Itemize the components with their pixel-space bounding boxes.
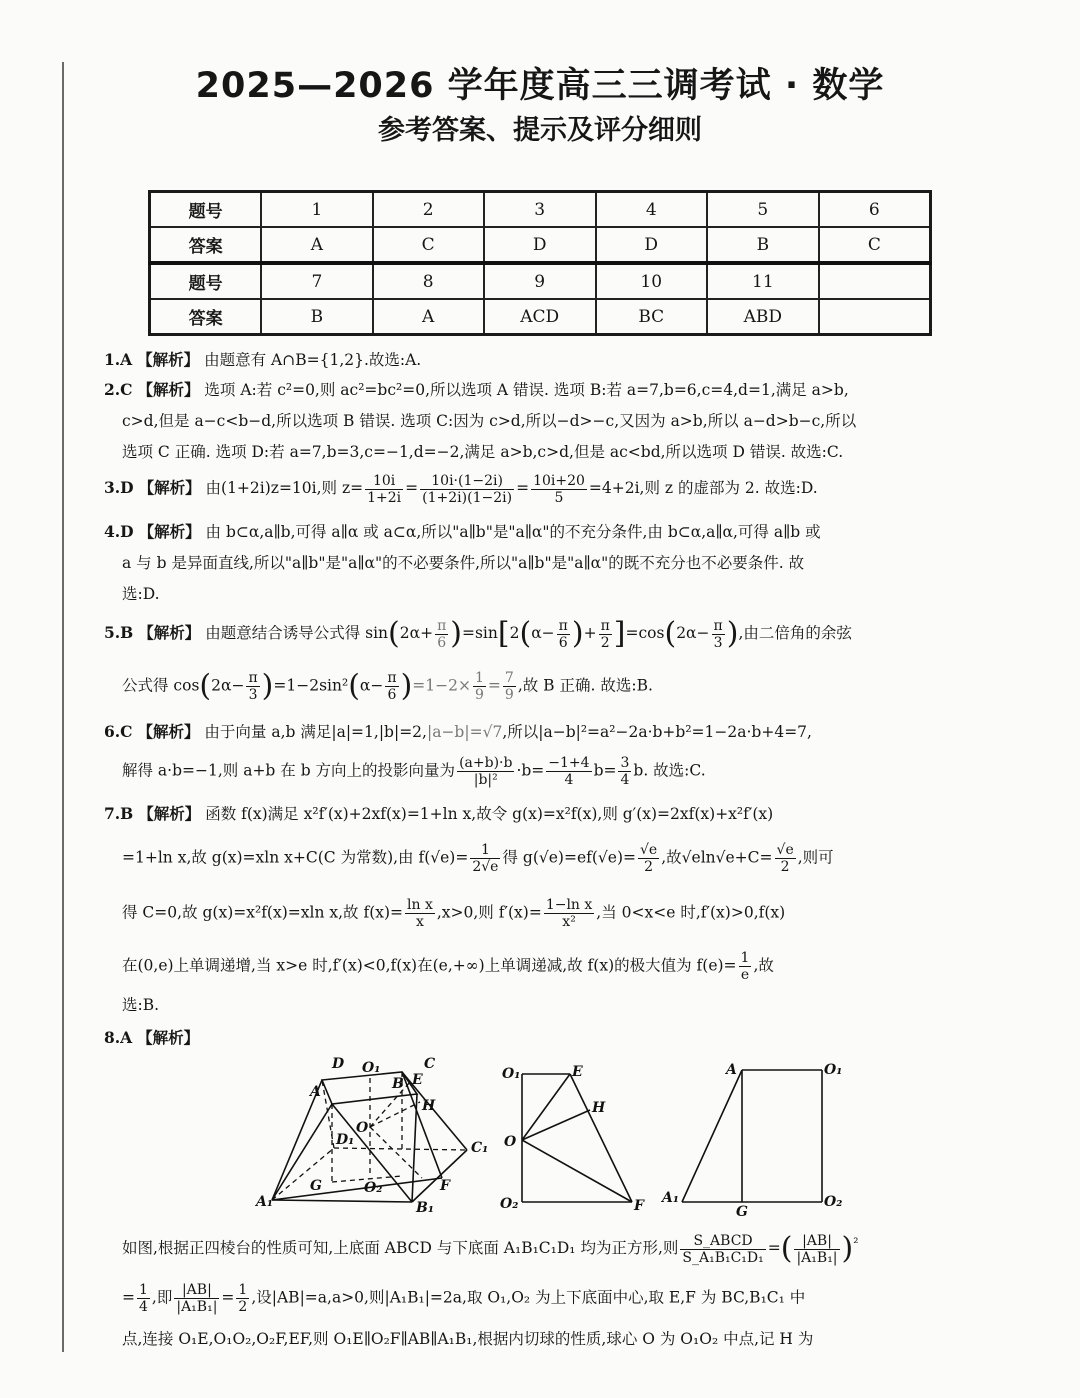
table-cell: 10 [596, 263, 707, 299]
solution-number: 7.B [104, 804, 134, 823]
solution-8-line-1: 如图,根据正四棱台的性质可知,上底面 ABCD 与下底面 A₁B₁C₁D₁ 均为正方形,则 $\frac{\text{S\_ABCD}}{\text{S\_A₁B₁C₁D₁}}$ =( $\frac{|AB|}{\text{|A₁B₁|}}$ )$^{^2}$ [122, 1231, 859, 1267]
trapezoid-figure [658, 1058, 858, 1222]
solution-text: 选项 A:若 c²=0,则 ac²=bc²=0,所以选项 A 错误. 选项 B:若 a=7,b=6,c=4,d=1,满足 a>b, [204, 381, 849, 399]
answer-table [148, 190, 932, 336]
svg-text:G: G [736, 1204, 748, 1218]
analysis-tag: 【解析】 [137, 1029, 200, 1047]
svg-text:D: D [332, 1056, 345, 1072]
analysis-tag: 【解析】 [137, 381, 200, 399]
svg-text:C₁: C₁ [471, 1140, 489, 1156]
solution-text: 公式得 cos [122, 676, 200, 695]
solution-5-line-2: 公式得 cos(2α− $\frac{\pi}{3}$ )=1−2sin²(α− $\frac{\pi}{6}$ )=1−2× $\frac{1}{9}$ = $\frac{7}{9}$ ,故 B 正确. 故选:B. [122, 668, 653, 704]
solution-6-line-2: 解得 a·b=−1,则 a+b 在 b 方向上的投影向量为 $\frac{(a+b)\cdot b}{\text{|b|²}}$ ·b= $\frac{-1+4}{4}$ b= $\frac{3}{4}$ b. 故选:C. [122, 755, 706, 788]
solution-text: 由于向量 a,b 满足|a|=1,|b|=2, [204, 723, 427, 741]
fraction: $\frac{|AB|}{\text{|A₁B₁|}}$ [176, 1282, 218, 1315]
solution-number: 8.A [104, 1028, 133, 1047]
solution-7-line-4: 在(0,e)上单调递增,当 x>e 时,f′(x)<0,f(x)在(e,+∞)上单调递减,故 f(x)的极大值为 f(e)= $\frac{1}{e}$ ,故 [122, 950, 774, 983]
svg-text:E: E [412, 1072, 423, 1088]
analysis-tag: 【解析】 [137, 723, 200, 741]
table-row [150, 263, 931, 299]
solution-number: 3.D [104, 478, 134, 497]
svg-text:O₂: O₂ [364, 1180, 383, 1196]
fraction: $\frac{1}{4}$ [139, 1282, 148, 1315]
table-cell: 5 [707, 192, 819, 228]
svg-text:C: C [424, 1056, 436, 1072]
svg-text:B: B [392, 1076, 404, 1092]
svg-text:G: G [310, 1178, 322, 1194]
solution-text: a 与 b 是异面直线,所以"a∥b"是"a∥α"的不必要条件,所以"a∥b"是"a∥α"的既不充分也不必要条件. 故 [122, 554, 805, 572]
table-row [150, 299, 931, 335]
cross-section-figure [498, 1058, 658, 1222]
table-cell: 2 [373, 192, 484, 228]
table-cell [819, 299, 931, 335]
table-cell: 6 [819, 192, 931, 228]
solution-text: 选:D. [122, 585, 160, 603]
fraction: $\frac{\pi}{2}$ [600, 617, 610, 651]
svg-text:F: F [634, 1198, 644, 1214]
table-cell: 1 [261, 192, 372, 228]
analysis-tag: 【解析】 [138, 479, 201, 497]
solution-number: 4.D [104, 522, 134, 541]
svg-text:A: A [310, 1084, 321, 1100]
table-cell: A [261, 227, 372, 263]
svg-text:O₁: O₁ [502, 1066, 521, 1082]
solution-8-line-3: 点,连接 O₁E,O₁O₂,O₂F,EF,则 O₁E∥O₂F∥AB∥A₁B₁,根据内切球的性质,球心 O 为 O₁O₂ 中点,记 H 为 [122, 1330, 814, 1348]
table-cell: D [484, 227, 596, 263]
table-cell: D [596, 227, 707, 263]
table-cell: 题号 [150, 192, 262, 228]
svg-text:O: O [504, 1134, 517, 1150]
table-cell: B [261, 299, 372, 335]
page-title: 2025—2026 学年度高三三调考试 · 数学 [195, 66, 885, 106]
table-cell: C [819, 227, 931, 263]
fraction: $\frac{10i}{1+2i}$ [367, 472, 402, 506]
fraction: $\frac{1}{9}$ [474, 670, 484, 703]
svg-text:F: F [440, 1178, 450, 1194]
table-cell: 4 [596, 192, 707, 228]
solution-5: 5.B 【解析】 由题意结合诱导公式得 sin(2α+ $\frac{\pi}{6}$ )=sin[2(α− $\frac{\pi}{6}$ )+ $\frac{\pi}{2}$ ]=cos(2α− $\frac{\pi}{3}$ ),由二倍角的余弦 [104, 616, 852, 651]
solution-text: 选项 C 正确. 选项 D:若 a=7,b=3,c=−1,d=−2,满足 a>b,c>d,但是 ac<bd,所以选项 D 错误. 故选:C. [122, 443, 844, 461]
fraction: $\frac{10i+20}{5}$ [533, 472, 585, 506]
fraction: $\frac{1}{2}$ [238, 1282, 248, 1315]
solution-text: c>d,但是 a−c<b−d,所以选项 B 错误. 选项 C:因为 c>d,所以−d>−c,又因为 a>b,所以 a−d>b−c,所以 [122, 412, 857, 430]
solution-number: 6.C [104, 722, 133, 741]
solution-6 [104, 716, 984, 748]
table-cell: C [373, 227, 484, 263]
table-cell: 8 [373, 263, 484, 299]
fraction: $\frac{-1+4}{4}$ [548, 755, 590, 788]
fraction: $\frac{\text{ln x}}{x}$ [407, 897, 433, 930]
svg-text:E: E [572, 1064, 583, 1080]
solution-text: 由 b⊂α,a∥b,可得 a∥α 或 a⊂α,所以"a∥b"是"a∥α"的不充分条件,由 b⊂α,a∥α,可得 a∥b 或 [205, 523, 821, 541]
svg-text:A₁: A₁ [662, 1190, 679, 1206]
analysis-tag: 【解析】 [138, 523, 201, 541]
svg-text:A: A [726, 1062, 737, 1078]
svg-text:O₁: O₁ [824, 1062, 843, 1078]
solution-4 [104, 516, 984, 610]
table-row [150, 192, 931, 228]
solution-number: 2.C [104, 380, 133, 399]
svg-text:B₁: B₁ [416, 1200, 434, 1216]
solution-3: 3.D 【解析】 由(1+2i)z=10i,则 z= $\frac{10i}{1+2i}$ = $\frac{10i\cdot(1-2i)}{(1+2i)(1-2i)}$ = $\frac{10i+20}{5}$ =4+2i,则 z 的虚部为 2. 故选:D. [104, 472, 818, 506]
solution-8 [104, 1022, 984, 1054]
table-cell: 答案 [150, 227, 262, 263]
table-cell: 9 [484, 263, 596, 299]
table-cell: 7 [261, 263, 372, 299]
fraction: $\frac{\pi}{6}$ [437, 617, 447, 651]
table-cell: 3 [484, 192, 596, 228]
fraction: $\frac{√e}{2}$ [640, 842, 658, 875]
solution-7-line-5: 选:B. [122, 996, 160, 1014]
solution-2 [104, 374, 984, 468]
table-cell: BC [596, 299, 707, 335]
solution-8-line-2: = $\frac{1}{4}$ ,即 $\frac{|AB|}{\text{|A₁B₁|}}$ = $\frac{1}{2}$ ,设|AB|=a,a>0,则|A₁B₁|=2a,取 O₁,O₂ 为上下底面中心,取 E,F 为 BC,B₁C₁ 中 [122, 1282, 806, 1315]
svg-text:A₁: A₁ [256, 1194, 273, 1210]
svg-text:O₂: O₂ [500, 1196, 519, 1212]
table-cell: ABD [707, 299, 819, 335]
solution-text: 解得 a·b=−1,则 a+b 在 b 方向上的投影向量为 [122, 761, 456, 780]
svg-text:O₁: O₁ [362, 1060, 381, 1076]
svg-text:O₂: O₂ [824, 1194, 843, 1210]
analysis-tag: 【解析】 [138, 624, 201, 642]
fraction: $\frac{\pi}{3}$ [248, 670, 258, 703]
solution-text: 由题意结合诱导公式得 sin [205, 624, 389, 642]
fraction: $\frac{√e}{2}$ [776, 842, 794, 875]
fraction: $\frac{\pi}{6}$ [387, 670, 397, 703]
solution-text: 由题意有 A∩B={1,2}.故选:A. [204, 351, 422, 369]
solution-7 [104, 798, 984, 830]
solution-number: 5.B [104, 623, 134, 642]
table-cell: 题号 [150, 263, 262, 299]
table-cell: 11 [707, 263, 819, 299]
fraction: $\frac{1}{2√e}$ [472, 842, 499, 875]
solution-number: 1.A [104, 350, 133, 369]
fraction: $\frac{7}{9}$ [504, 670, 514, 703]
svg-text:H: H [592, 1100, 606, 1116]
fraction: $\frac{\text{1−ln x}}{\text{x²}}$ [545, 897, 593, 930]
svg-text:D₁: D₁ [336, 1132, 355, 1148]
fraction: $\frac{\pi}{6}$ [558, 617, 568, 651]
page-subtitle: 参考答案、提示及评分细则 [378, 115, 702, 146]
solution-7-line-2: =1+ln x,故 g(x)=xln x+C(C 为常数),由 f(√e)= $\frac{1}{2√e}$ 得 g(√e)=ef(√e)= $\frac{√e}{2}$ ,故√eln√e+C= $\frac{√e}{2}$ ,则可 [122, 842, 834, 875]
solution-text: |a−b|=√7 [426, 723, 503, 741]
solution-text: 函数 f(x)满足 x²f′(x)+2xf(x)=1+ln x,故令 g(x)=x²f(x),则 g′(x)=2xf(x)+x²f′(x) [205, 805, 774, 823]
table-cell: ACD [484, 299, 596, 335]
fraction: $\frac{3}{4}$ [620, 755, 630, 788]
fraction: $\frac{\text{S\_ABCD}}{\text{S\_A₁B₁C₁D₁}}$ [682, 1232, 764, 1266]
fraction: $\frac{10i\cdot(1-2i)}{(1+2i)(1-2i)}$ [422, 472, 513, 506]
solution-text: ,所以|a−b|²=a²−2a·b+b²=1−2a·b+4=7, [502, 723, 812, 741]
solution-text: =4+2i,则 z 的虚部为 2. 故选:D. [588, 479, 818, 497]
fraction: $\frac{|AB|}{\text{|A₁B₁|}}$ [796, 1232, 838, 1266]
solution-text: 由(1+2i)z=10i,则 z= [205, 479, 364, 497]
analysis-tag: 【解析】 [138, 805, 201, 823]
table-cell: A [373, 299, 484, 335]
fraction: $\frac{(a+b)\cdot b}{\text{|b|²}}$ [459, 755, 513, 788]
frustum-figure [252, 1052, 492, 1226]
table-cell: B [707, 227, 819, 263]
table-cell [819, 263, 931, 299]
solution-1 [104, 344, 984, 376]
table-cell: 答案 [150, 299, 262, 335]
fraction: $\frac{1}{e}$ [740, 950, 750, 983]
fraction: $\frac{\pi}{3}$ [713, 617, 723, 651]
analysis-tag: 【解析】 [137, 351, 200, 369]
svg-text:O: O [356, 1120, 369, 1136]
svg-text:H: H [422, 1098, 436, 1114]
table-row [150, 227, 931, 263]
solution-7-line-3: 得 C=0,故 g(x)=x²f(x)=xln x,故 f(x)= $\frac{\text{ln x}}{x}$ ,x>0,则 f′(x)= $\frac{\text{1−ln x}}{\text{x²}}$ ,当 0<x<e 时,f′(x)>0,f(x) [122, 897, 786, 930]
page-margin-line [62, 62, 64, 1352]
